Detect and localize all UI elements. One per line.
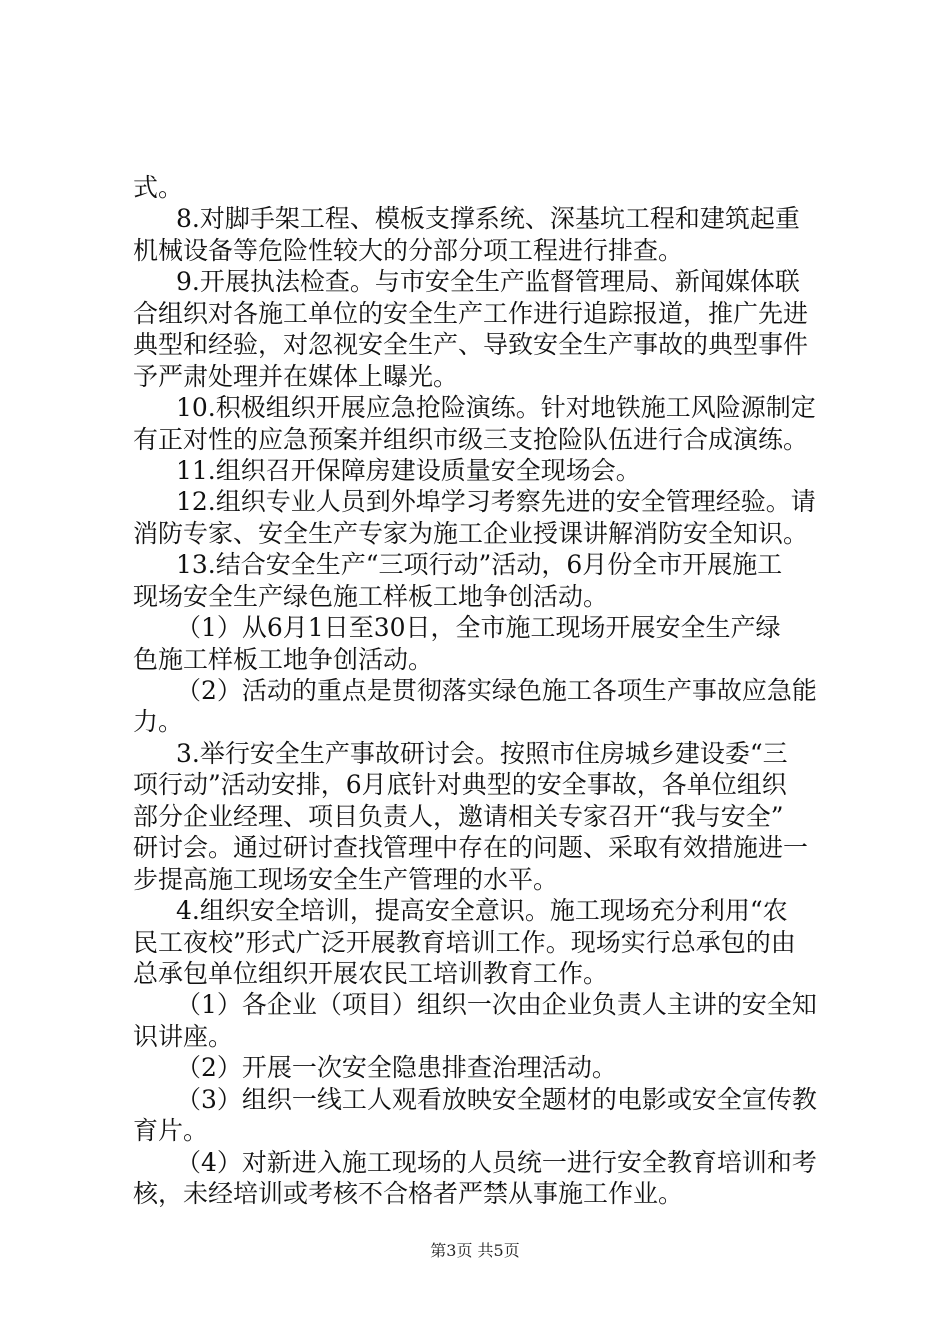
text-line: 3.举行安全生产事故研讨会。按照市住房城乡建设委“三 xyxy=(176,739,788,768)
text-line: 13.结合安全生产“三项行动”活动，6月份全市开展施工 xyxy=(176,550,783,579)
text-line: 力。 xyxy=(133,707,184,736)
text-line: 9.开展执法检查。与市安全生产监督管理局、新闻媒体联 xyxy=(176,267,800,296)
text-line: 民工夜校”形式广泛开展教育培训工作。现场实行总承包的由 xyxy=(133,928,796,957)
text-line: （4）对新进入施工现场的人员统一进行安全教育培训和考 xyxy=(176,1148,817,1177)
text-line: 机械设备等危险性较大的分部分项工程进行排查。 xyxy=(133,236,684,265)
text-line: 典型和经验，对忽视安全生产、导致安全生产事故的典型事件 xyxy=(133,330,809,359)
text-line: （1）从6月1日至30日，全市施工现场开展安全生产绿 xyxy=(176,613,781,642)
text-line: （2）活动的重点是贯彻落实绿色施工各项生产事故应急能 xyxy=(176,676,817,705)
text-line: 4.组织安全培训，提高安全意识。施工现场充分利用“农 xyxy=(176,896,788,925)
page-number-footer: 第3页 共5页 xyxy=(430,1241,520,1260)
text-line: 有正对性的应急预案并组织市级三支抢险队伍进行合成演练。 xyxy=(133,425,809,454)
text-line: 合组织对各施工单位的安全生产工作进行追踪报道，推广先进 xyxy=(133,299,809,328)
text-line: （2）开展一次安全隐患排查治理活动。 xyxy=(176,1053,617,1082)
text-line: 10.积极组织开展应急抢险演练。针对地铁施工风险源制定 xyxy=(176,393,816,422)
text-line: 研讨会。通过研讨查找管理中存在的问题、采取有效措施进一 xyxy=(133,833,809,862)
text-line: 项行动”活动安排，6月底针对典型的安全事故，各单位组织 xyxy=(133,770,787,799)
text-line: 核，未经培训或考核不合格者严禁从事施工作业。 xyxy=(133,1179,684,1208)
text-line: （1）各企业（项目）组织一次由企业负责人主讲的安全知 xyxy=(176,990,817,1019)
text-line: 色施工样板工地争创活动。 xyxy=(133,645,434,674)
text-line: 12.组织专业人员到外埠学习考察先进的安全管理经验。请 xyxy=(176,487,816,516)
text-line: 步提高施工现场安全生产管理的水平。 xyxy=(133,865,559,894)
text-line: 部分企业经理、项目负责人，邀请相关专家召开“我与安全” xyxy=(133,802,784,831)
text-line: 11.组织召开保障房建设质量安全现场会。 xyxy=(176,456,641,485)
text-line: 总承包单位组织开展农民工培训教育工作。 xyxy=(133,959,609,988)
text-line: 识讲座。 xyxy=(133,1022,234,1051)
text-line: 育片。 xyxy=(133,1116,209,1145)
text-line: 8.对脚手架工程、模板支撑系统、深基坑工程和建筑起重 xyxy=(176,204,800,233)
text-line: （3）组织一线工人观看放映安全题材的电影或安全宣传教 xyxy=(176,1085,817,1114)
text-line: 消防专家、安全生产专家为施工企业授课讲解消防安全知识。 xyxy=(133,519,809,548)
text-line: 式。 xyxy=(133,173,184,202)
text-line: 予严肃处理并在媒体上曝光。 xyxy=(133,362,459,391)
text-line: 现场安全生产绿色施工样板工地争创活动。 xyxy=(133,582,609,611)
